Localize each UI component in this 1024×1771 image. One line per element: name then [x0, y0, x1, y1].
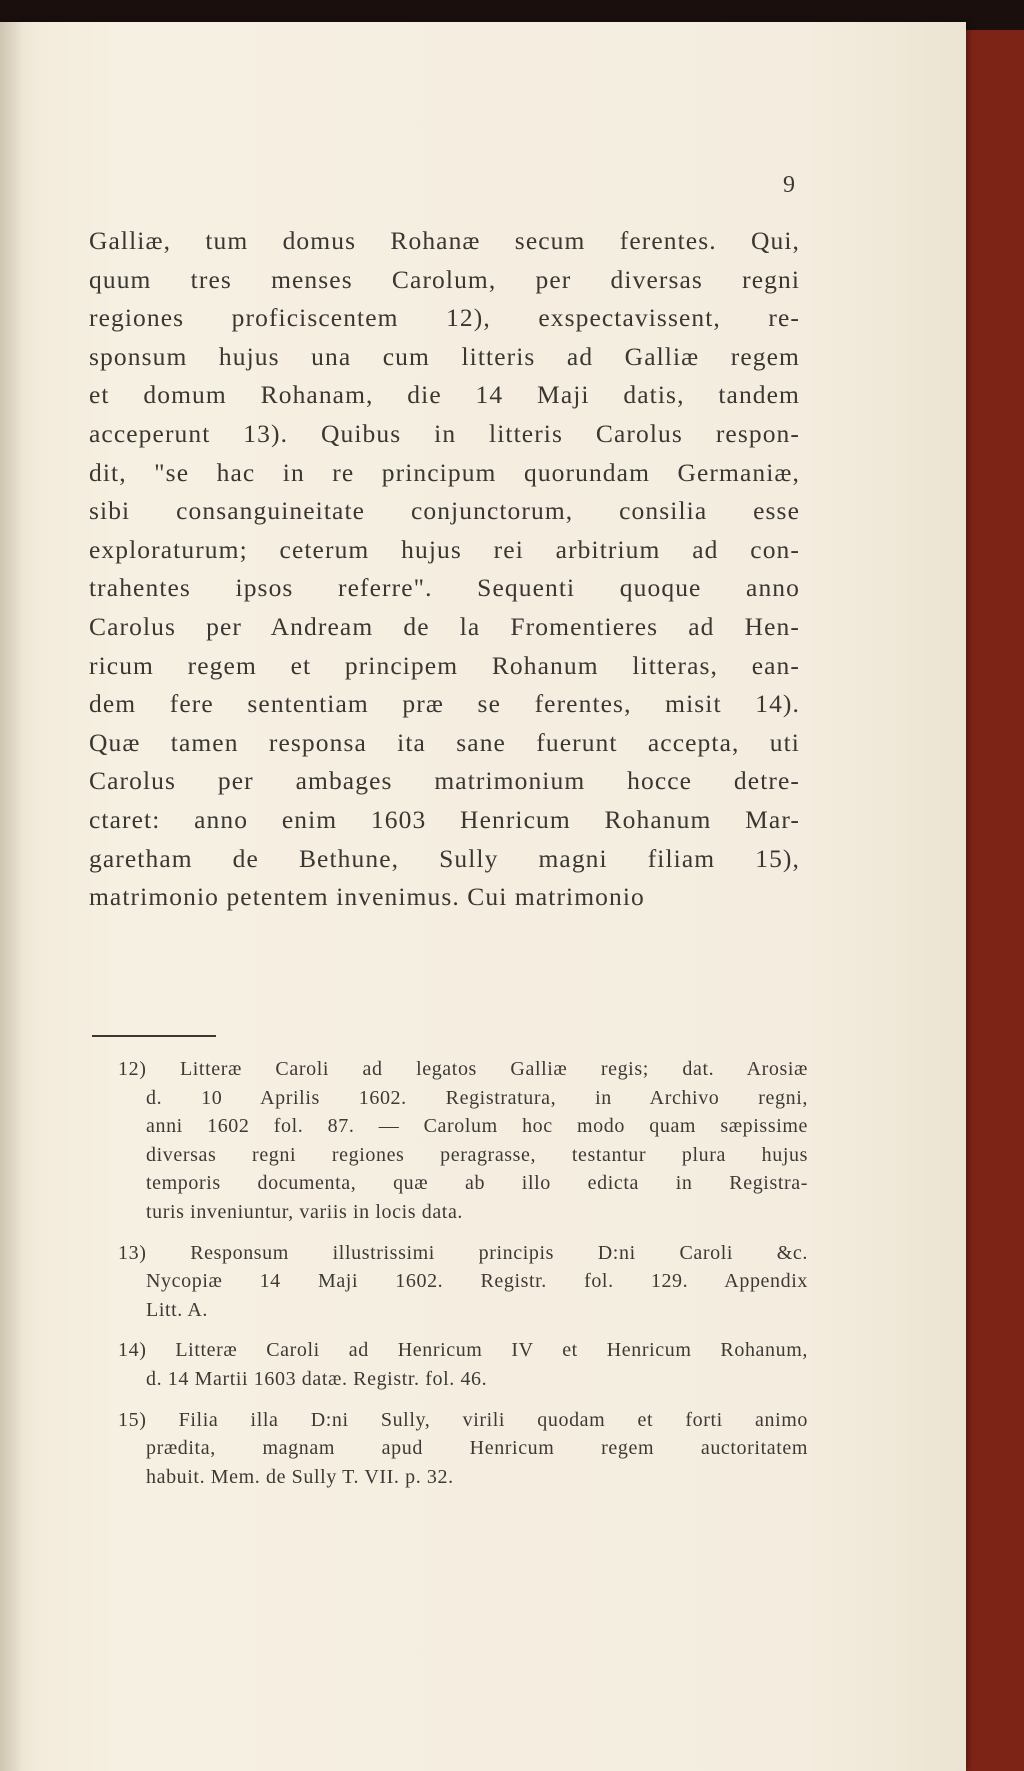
footnote-line: 13) Responsum illustrissimi principis D:ni Caroli &c.	[118, 1241, 808, 1264]
footnote-13	[118, 1239, 808, 1325]
text-line: sibi consanguineitate conjunctorum, consilia esse	[89, 496, 800, 526]
text-line: ctaret: anno enim 1603 Henricum Rohanum Mar-	[89, 804, 800, 834]
text-line: Carolus per Andream de la Fromentieres ad Hen-	[89, 611, 800, 641]
text-line: regiones proficiscentem 12), exspectavissent, re-	[89, 303, 800, 333]
text-line: quum tres menses Carolum, per diversas regni	[89, 264, 800, 294]
footnote-line: temporis documenta, quæ ab illo edicta in Registra-	[146, 1172, 808, 1195]
footnote-line: anni 1602 fol. 87. — Carolum hoc modo quam sæpissime	[146, 1115, 808, 1138]
footnote-14	[118, 1336, 808, 1393]
footnote-line: d. 10 Aprilis 1602. Registratura, in Archivo regni,	[146, 1086, 808, 1109]
footnote-line: turis inveniuntur, variis in locis data.	[146, 1200, 464, 1223]
page-number: 9	[783, 172, 795, 198]
footnote-line: 12) Litteræ Caroli ad legatos Galliæ regis; dat. Arosiæ	[118, 1058, 808, 1080]
footnotes	[118, 1055, 808, 1503]
footnote-12	[118, 1055, 808, 1227]
main-text	[89, 222, 800, 917]
text-line: acceperunt 13). Quibus in litteris Carolus respon-	[89, 418, 800, 448]
text-line: et domum Rohanam, die 14 Maji datis, tandem	[89, 380, 800, 410]
text-line: matrimonio petentem invenimus. Cui matrimonio	[89, 882, 645, 912]
footnote-line: diversas regni regiones peragrasse, testantur plura hujus	[146, 1143, 808, 1166]
footnote-line: habuit. Mem. de Sully T. VII. p. 32.	[146, 1465, 454, 1488]
text-line: Quæ tamen responsa ita sane fuerunt accepta, uti	[89, 727, 800, 757]
footnote-line: prædita, magnam apud Henricum regem auctoritatem	[146, 1437, 808, 1460]
footnote-15	[118, 1406, 808, 1492]
text-line: trahentes ipsos referre". Sequenti quoque anno	[89, 573, 800, 603]
text-line: sponsum hujus una cum litteris ad Galliæ regem	[89, 341, 800, 371]
footnote-line: Litt. A.	[146, 1298, 209, 1321]
text-line: dit, "se hac in re principum quorundam Germaniæ,	[89, 457, 800, 487]
text-line: ricum regem et principem Rohanum litteras, ean-	[89, 650, 800, 680]
footnote-line: d. 14 Martii 1603 datæ. Registr. fol. 46.	[146, 1367, 488, 1390]
page-gutter-shadow	[0, 22, 22, 1771]
text-line: dem fere sententiam præ se ferentes, misit 14).	[89, 689, 800, 719]
footnote-line: Nycopiæ 14 Maji 1602. Registr. fol. 129. Appendix	[146, 1270, 808, 1293]
footnote-separator	[92, 1035, 216, 1037]
footnote-line: 15) Filia illa D:ni Sully, virili quodam et forti animo	[118, 1408, 808, 1431]
text-line: exploraturum; ceterum hujus rei arbitrium ad con-	[89, 534, 800, 564]
text-line: Carolus per ambages matrimonium hocce detre-	[89, 766, 800, 796]
text-line: garetham de Bethune, Sully magni filiam 15),	[89, 843, 800, 873]
footnote-line: 14) Litteræ Caroli ad Henricum IV et Henricum Rohanum,	[118, 1339, 808, 1362]
text-line: Galliæ, tum domus Rohanæ secum ferentes. Qui,	[89, 226, 800, 255]
